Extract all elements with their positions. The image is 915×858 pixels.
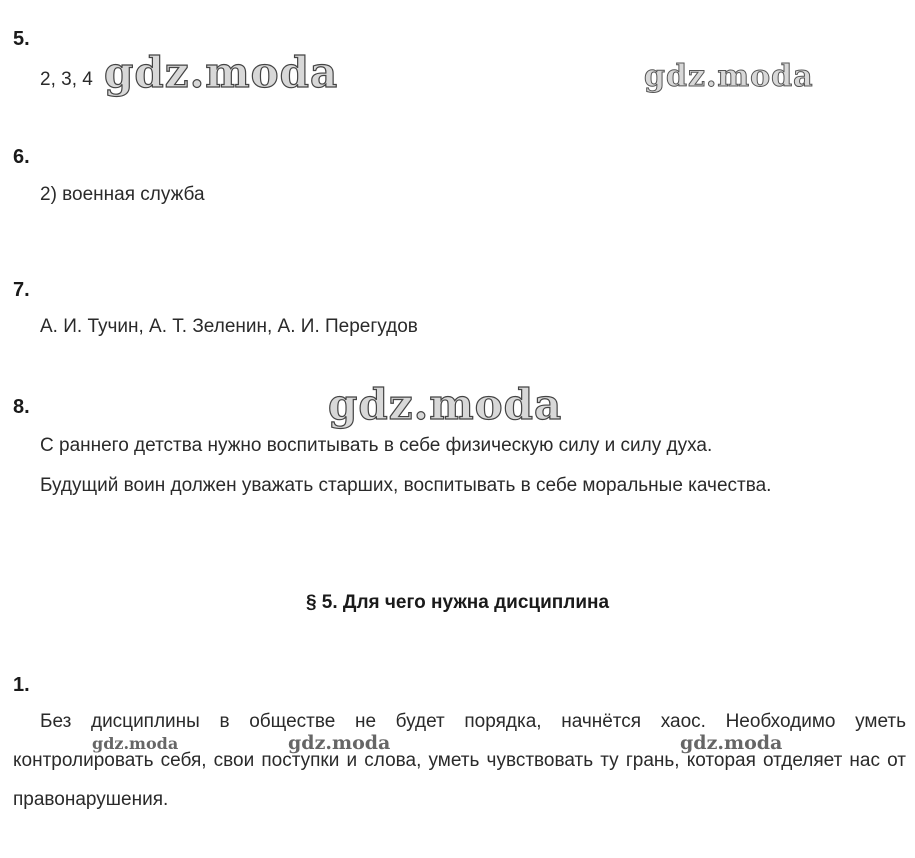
item-8-paragraph-1: С раннего детства нужно воспитывать в себе физическую силу и силу духа. bbox=[40, 435, 713, 456]
watermark: gdz.moda bbox=[328, 380, 563, 429]
item-8-paragraph-2: Будущий воин должен уважать старших, воспитывать в себе моральные качества. bbox=[40, 475, 772, 496]
item-number-5: 5. bbox=[13, 28, 30, 50]
watermark: gdz.moda bbox=[288, 732, 391, 754]
watermark: gdz.moda bbox=[680, 732, 783, 754]
section-item-1-paragraph: Без дисциплины в обществе не будет порядка, начнётся хаос. Необходимо уметь контролировать себя, свои поступки и слова, уметь чувствовать ту грань, которая отделяет нас от правонарушения. bbox=[13, 711, 906, 810]
item-number-6: 6. bbox=[13, 146, 30, 168]
section-heading: § 5. Для чего нужна дисциплина bbox=[305, 592, 610, 613]
watermark: gdz.moda bbox=[104, 48, 339, 97]
item-number-8: 8. bbox=[13, 396, 30, 418]
item-number-7: 7. bbox=[13, 279, 30, 301]
item-answer-6: 2) военная служба bbox=[40, 184, 205, 205]
item-answer-7: А. И. Тучин, А. Т. Зеленин, А. И. Перегудов bbox=[40, 316, 418, 337]
section-item-number-1: 1. bbox=[13, 674, 30, 696]
watermark: gdz.moda bbox=[644, 59, 814, 94]
watermark: gdz.moda bbox=[92, 734, 179, 753]
item-answer-5: 2, 3, 4 bbox=[40, 69, 93, 90]
